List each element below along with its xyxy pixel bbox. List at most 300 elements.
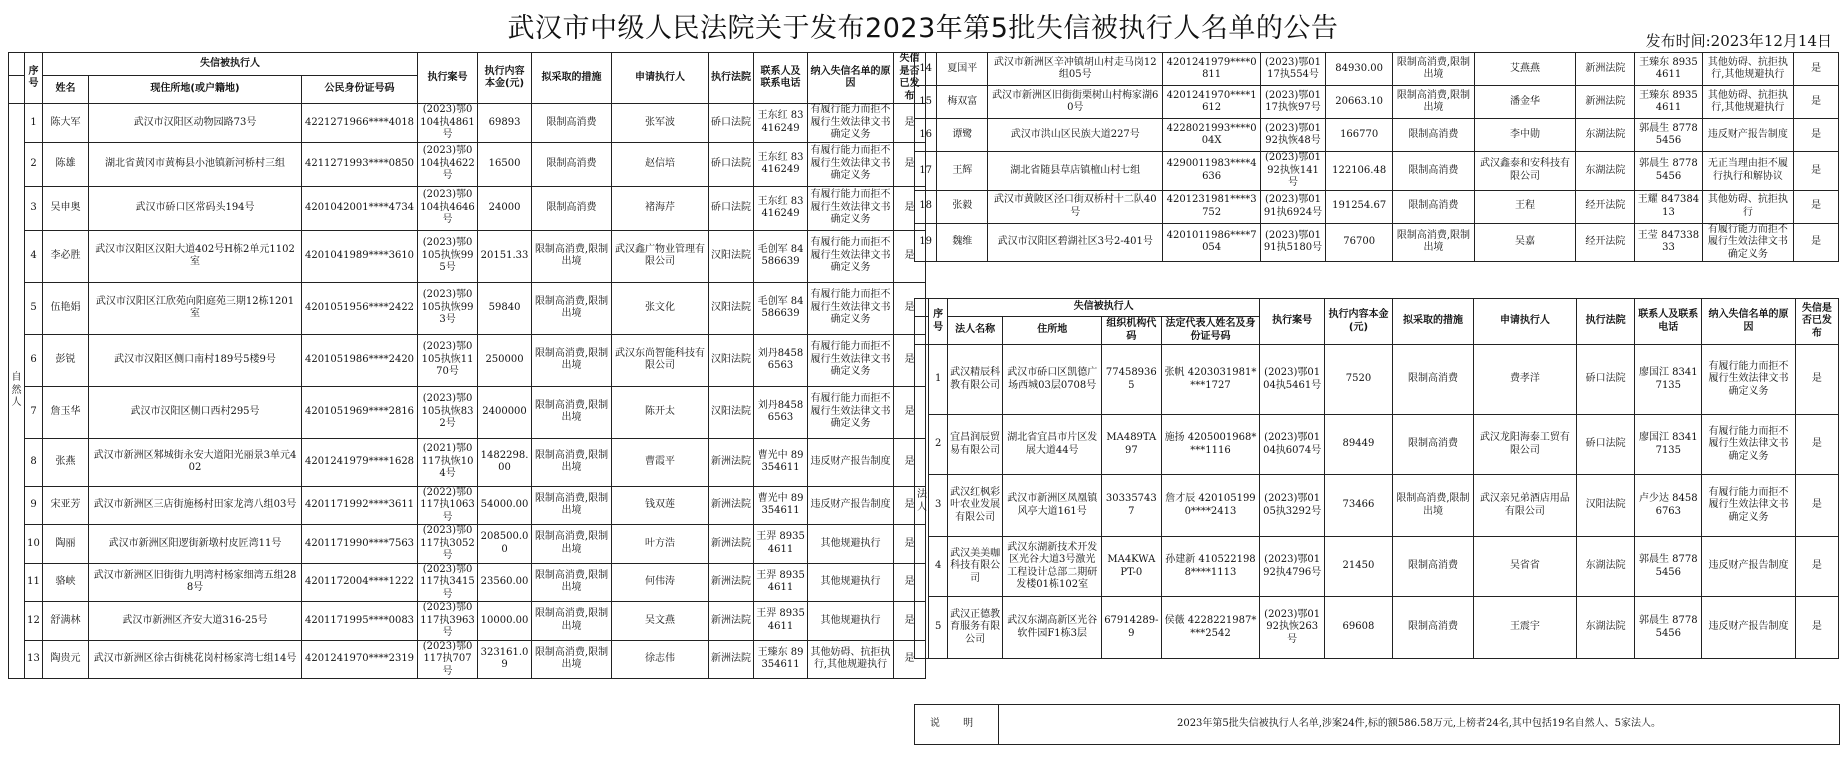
header-reason: 纳入失信名单的原因 (808, 53, 894, 104)
row-case-no: (2023)鄂0104执6074号 (1260, 415, 1325, 475)
row-address: 武汉市新洲区旧街街栗树山村梅家湖60号 (988, 86, 1163, 119)
row-published: 是 (1794, 152, 1839, 191)
table-row (915, 415, 1839, 475)
header-id: 公民身份证号码 (302, 76, 418, 104)
category-header-blank-2 (9, 76, 25, 104)
row-representative: 侯薇 4228221987****2542 (1161, 597, 1260, 659)
row-id: 4201241979****0811 (1163, 53, 1261, 86)
row-name: 李必胜 (43, 230, 89, 282)
row-applicant: 吴省省 (1474, 537, 1577, 597)
row-reason: 其他规避执行 (808, 602, 894, 641)
row-id: 4201051986****2420 (302, 334, 418, 386)
row-contact: 王臻东 89354611 (1635, 86, 1702, 119)
row-address: 武汉东湖新技术开发区光谷大道3号激光工程设计总部二期研发楼01栋102室 (1003, 537, 1102, 597)
row-seq: 5 (25, 282, 43, 334)
row-published: 是 (894, 334, 926, 386)
row-representative: 施扬 4205001968****1116 (1161, 415, 1260, 475)
row-amount: 166770 (1326, 119, 1393, 152)
row-published: 是 (1795, 475, 1838, 537)
row-court: 新洲法院 (709, 563, 754, 602)
row-address: 武汉市汉阳区汉阳大道402号H栋2单元1102室 (89, 230, 302, 282)
row-seq: 15 (915, 86, 937, 119)
row-amount: 2400000 (478, 386, 532, 438)
row-published: 是 (1794, 190, 1839, 223)
table-row (915, 152, 1839, 191)
row-amount: 20663.10 (1326, 86, 1393, 119)
table-row (915, 190, 1839, 223)
row-reason: 有履行能力而拒不履行生效法律文书确定义务 (808, 186, 894, 230)
row-applicant: 费孝洋 (1474, 345, 1577, 415)
row-name: 陈大军 (43, 104, 89, 143)
row-published: 是 (894, 282, 926, 334)
row-representative: 詹才辰 4201051990****2413 (1161, 475, 1260, 537)
row-published: 是 (894, 438, 926, 486)
row-id: 4201231981****3752 (1163, 190, 1261, 223)
row-seq: 1 (929, 345, 948, 415)
row-measures: 限制高消费,限制出境 (532, 282, 612, 334)
header-seq: 序号 (25, 53, 43, 104)
row-court: 新洲法院 (709, 438, 754, 486)
row-seq: 4 (25, 230, 43, 282)
row-amount: 54000.00 (478, 486, 532, 525)
category-header-blank (9, 53, 25, 76)
page-title: 武汉市中级人民法院关于发布2023年第5批失信被执行人名单的公告 (507, 13, 1339, 44)
row-seq: 16 (915, 119, 937, 152)
row-court: 新洲法院 (1576, 53, 1635, 86)
row-id: 4201241979****1628 (302, 438, 418, 486)
row-seq: 3 (929, 475, 948, 537)
row-address: 武汉东湖高新区光谷软件园F1栋3层 (1003, 597, 1102, 659)
row-reason: 有履行能力而拒不履行生效法律文书确定义务 (808, 230, 894, 282)
publish-date: 发布时间:2023年12月14日 (1645, 32, 1832, 50)
row-reason: 违反财产报告制度 (808, 438, 894, 486)
row-contact: 王东红 83416249 (754, 104, 808, 143)
row-reason: 有履行能力而拒不履行生效法律文书确定义务 (808, 142, 894, 186)
row-applicant: 叶方浩 (612, 525, 709, 564)
header-applicant: 申请执行人 (1474, 299, 1577, 345)
header-representative: 法定代表人姓名及身份证号码 (1161, 317, 1260, 345)
header-org-code: 组织机构代码 (1102, 317, 1162, 345)
row-applicant: 吴文燕 (612, 602, 709, 641)
row-measures: 限制高消费,限制出境 (532, 334, 612, 386)
row-legal-name: 武汉正德教育服务有限公司 (947, 597, 1003, 659)
row-applicant: 陈开太 (612, 386, 709, 438)
row-name: 宋亚芳 (43, 486, 89, 525)
row-org-code: 67914289-9 (1102, 597, 1162, 659)
row-reason: 有履行能力而拒不履行生效法律文书确定义务 (808, 386, 894, 438)
row-name: 王辉 (937, 152, 988, 191)
note-label: 说 明 (915, 705, 999, 745)
row-measures: 限制高消费,限制出境 (532, 525, 612, 564)
row-measures: 限制高消费 (1392, 597, 1473, 659)
row-case-no: (2023)鄂0192执恢48号 (1260, 119, 1325, 152)
row-measures: 限制高消费,限制出境 (532, 563, 612, 602)
header-applicant: 申请执行人 (612, 53, 709, 104)
header-address: 现住所地(或户籍地) (89, 76, 302, 104)
row-org-code: 774589365 (1102, 345, 1162, 415)
row-contact: 王臻东 89354611 (754, 640, 808, 679)
row-reason: 其他妨碍、抗拒执行 (1702, 190, 1794, 223)
row-measures: 限制高消费 (1393, 119, 1474, 152)
row-court: 东湖法院 (1576, 537, 1635, 597)
row-applicant: 武汉鑫广物业管理有限公司 (612, 230, 709, 282)
row-id: 4201042001****4734 (302, 186, 418, 230)
row-name: 吴申奥 (43, 186, 89, 230)
row-applicant: 李中勋 (1474, 119, 1576, 152)
row-reason: 有履行能力而拒不履行生效法律文书确定义务 (808, 104, 894, 143)
row-name: 陶丽 (43, 525, 89, 564)
row-amount: 250000 (478, 334, 532, 386)
row-court: 经开法院 (1576, 190, 1635, 223)
row-case-no: (2023)鄂0117执707号 (418, 640, 478, 679)
note-text: 2023年第5批失信被执行人名单,涉案24件,标的额586.58万元,上榜者24名,其中包括19名自然人、5家法人。 (999, 705, 1840, 745)
header-court: 执行法院 (709, 53, 754, 104)
header-group: 失信被执行人 (947, 299, 1259, 317)
row-published: 是 (1795, 415, 1838, 475)
row-published: 是 (894, 602, 926, 641)
header-case-no: 执行案号 (418, 53, 478, 104)
row-address: 武汉市硚口区常码头194号 (89, 186, 302, 230)
row-published: 是 (894, 186, 926, 230)
row-contact: 曹光中 89354611 (754, 438, 808, 486)
table-row (915, 86, 1839, 119)
row-court: 东湖法院 (1576, 597, 1635, 659)
row-seq: 13 (25, 640, 43, 679)
row-seq: 1 (25, 104, 43, 143)
header-legal-name: 法人名称 (947, 317, 1003, 345)
row-case-no: (2023)鄂0105执恢995号 (418, 230, 478, 282)
table-row (9, 230, 926, 282)
header-group: 失信被执行人 (43, 53, 418, 76)
header-published: 失信是否已发布 (894, 53, 926, 104)
row-amount: 122106.48 (1326, 152, 1393, 191)
row-address: 武汉市新洲区旧街街九明湾村杨家细湾五组288号 (89, 563, 302, 602)
row-name: 舒满林 (43, 602, 89, 641)
row-case-no: (2023)鄂0105执恢832号 (418, 386, 478, 438)
row-amount: 76700 (1326, 223, 1393, 262)
row-legal-name: 武汉红枫彩叶农业发展有限公司 (947, 475, 1003, 537)
row-court: 硚口法院 (1576, 345, 1635, 415)
row-seq: 4 (929, 537, 948, 597)
table-row (9, 282, 926, 334)
row-legal-name: 武汉精辰科教有限公司 (947, 345, 1003, 415)
row-court: 硚口法院 (709, 186, 754, 230)
row-address: 武汉市新洲区三店街施杨村田家龙湾八组03号 (89, 486, 302, 525)
row-name: 陶贵元 (43, 640, 89, 679)
row-court: 汉阳法院 (709, 282, 754, 334)
row-measures: 限制高消费,限制出境 (1393, 53, 1474, 86)
row-applicant: 武汉鑫泰和安科技有限公司 (1474, 152, 1576, 191)
row-amount: 59840 (478, 282, 532, 334)
row-contact: 刘丹84586563 (754, 334, 808, 386)
row-contact: 廖国江 83417135 (1635, 415, 1702, 475)
row-court: 汉阳法院 (709, 386, 754, 438)
row-published: 是 (894, 386, 926, 438)
row-contact: 王东红 83416249 (754, 142, 808, 186)
row-reason: 有履行能力而拒不履行生效法律文书确定义务 (808, 282, 894, 334)
row-contact: 郭晨生 87785456 (1635, 597, 1702, 659)
row-reason: 有履行能力而拒不履行生效法律文书确定义务 (1702, 345, 1796, 415)
row-seq: 8 (25, 438, 43, 486)
row-address: 武汉市汉阳区动物园路73号 (89, 104, 302, 143)
row-published: 是 (1794, 86, 1839, 119)
row-amount: 323161.09 (478, 640, 532, 679)
row-reason: 违反财产报告制度 (808, 486, 894, 525)
row-court: 新洲法院 (1576, 86, 1635, 119)
row-published: 是 (894, 640, 926, 679)
row-contact: 廖国江 83417135 (1635, 345, 1702, 415)
row-applicant: 曹霞平 (612, 438, 709, 486)
row-case-no: (2023)鄂0117执3963号 (418, 602, 478, 641)
row-seq: 3 (25, 186, 43, 230)
row-address: 武汉市黄陂区泾口街双桥村十二队40号 (988, 190, 1163, 223)
row-seq: 12 (25, 602, 43, 641)
table-row (9, 142, 926, 186)
row-court: 汉阳法院 (709, 230, 754, 282)
row-contact: 王羿 89354611 (754, 525, 808, 564)
row-published: 是 (894, 486, 926, 525)
row-contact: 郭晨生 87785456 (1635, 152, 1702, 191)
row-id: 4201051969****2816 (302, 386, 418, 438)
row-measures: 限制高消费,限制出境 (532, 640, 612, 679)
row-measures: 限制高消费,限制出境 (532, 602, 612, 641)
table-row (9, 186, 926, 230)
row-published: 是 (1794, 223, 1839, 262)
row-court: 新洲法院 (709, 486, 754, 525)
row-address: 武汉市汉阳区碧湖社区3号2-401号 (988, 223, 1163, 262)
row-amount: 89449 (1325, 415, 1393, 475)
row-amount: 10000.00 (478, 602, 532, 641)
row-case-no: (2023)鄂0105执恢993号 (418, 282, 478, 334)
row-published: 是 (894, 142, 926, 186)
row-measures: 限制高消费,限制出境 (1393, 223, 1474, 262)
row-reason: 违反财产报告制度 (1702, 119, 1794, 152)
row-published: 是 (894, 525, 926, 564)
row-address: 武汉市汉阳区侧口西村295号 (89, 386, 302, 438)
header-legal-address: 住所地 (1003, 317, 1102, 345)
row-published: 是 (1795, 345, 1838, 415)
row-id: 4290011983****4636 (1163, 152, 1261, 191)
row-name: 魏维 (937, 223, 988, 262)
row-published: 是 (894, 563, 926, 602)
row-org-code: MA4KWAPT-0 (1102, 537, 1162, 597)
row-applicant: 武汉东尚智能科技有限公司 (612, 334, 709, 386)
row-reason: 其他妨碍、抗拒执行,其他规避执行 (808, 640, 894, 679)
row-id: 4211271993****0850 (302, 142, 418, 186)
row-case-no: (2023)鄂0104执5461号 (1260, 345, 1325, 415)
row-amount: 69893 (478, 104, 532, 143)
row-measures: 限制高消费,限制出境 (532, 438, 612, 486)
table-row (9, 640, 926, 679)
row-address: 武汉市新洲区凤凰镇风亭大道161号 (1003, 475, 1102, 537)
row-org-code: MA489TA97 (1102, 415, 1162, 475)
row-name: 骆峡 (43, 563, 89, 602)
row-measures: 限制高消费 (1392, 345, 1473, 415)
row-contact: 毛创军 84586639 (754, 230, 808, 282)
row-representative: 张帆 4203031981****1727 (1161, 345, 1260, 415)
row-court: 经开法院 (1576, 223, 1635, 262)
row-applicant: 赵信培 (612, 142, 709, 186)
row-name: 谭鹭 (937, 119, 988, 152)
header-measures: 拟采取的措施 (1392, 299, 1473, 345)
row-measures: 限制高消费 (1392, 537, 1473, 597)
row-measures: 限制高消费,限制出境 (532, 230, 612, 282)
header-seq: 序号 (929, 299, 948, 345)
row-applicant: 何伟涛 (612, 563, 709, 602)
row-name: 伍艳娟 (43, 282, 89, 334)
row-contact: 毛创军 84586639 (754, 282, 808, 334)
row-legal-name: 武汉美美咖科技有限公司 (947, 537, 1003, 597)
header-amount: 执行内容本金(元) (1325, 299, 1393, 345)
row-case-no: (2023)鄂0117执554号 (1260, 53, 1325, 86)
row-org-code: 303357437 (1102, 475, 1162, 537)
row-amount: 21450 (1325, 537, 1393, 597)
row-contact: 刘丹84586563 (754, 386, 808, 438)
row-amount: 69608 (1325, 597, 1393, 659)
category-natural-person: 自然人 (9, 104, 25, 679)
row-address: 武汉市汉阳区侧口南村189号5楼9号 (89, 334, 302, 386)
header-contact: 联系人及联系电话 (1635, 299, 1702, 345)
category-legal-person: 法人 (915, 345, 929, 659)
row-seq: 19 (915, 223, 937, 262)
row-seq: 5 (929, 597, 948, 659)
row-case-no: (2023)鄂0104执4861号 (418, 104, 478, 143)
row-name: 夏国平 (937, 53, 988, 86)
row-measures: 限制高消费 (532, 186, 612, 230)
row-case-no: (2023)鄂0117执3415号 (418, 563, 478, 602)
row-applicant: 褚海芹 (612, 186, 709, 230)
row-reason: 有履行能力而拒不履行生效法律文书确定义务 (1702, 223, 1794, 262)
row-case-no: (2023)鄂0105执3292号 (1260, 475, 1325, 537)
row-published: 是 (1795, 537, 1838, 597)
row-id: 4201241970****2319 (302, 640, 418, 679)
row-name: 张燕 (43, 438, 89, 486)
row-reason: 违反财产报告制度 (1702, 537, 1796, 597)
row-address: 湖北省宜昌市片区发展大道44号 (1003, 415, 1102, 475)
row-seq: 14 (915, 53, 937, 86)
row-measures: 限制高消费 (532, 142, 612, 186)
header-case-no: 执行案号 (1260, 299, 1325, 345)
row-seq: 6 (25, 334, 43, 386)
row-id: 4201171995****0083 (302, 602, 418, 641)
row-id: 4201051956****2422 (302, 282, 418, 334)
row-court: 硚口法院 (709, 104, 754, 143)
row-applicant: 王程 (1474, 190, 1576, 223)
row-name: 梅双富 (937, 86, 988, 119)
row-amount: 1482298.00 (478, 438, 532, 486)
row-amount: 7520 (1325, 345, 1393, 415)
table-row (9, 386, 926, 438)
row-address: 武汉市汉阳区江欣苑向阳庭苑三期12栋1201室 (89, 282, 302, 334)
table-row (915, 53, 1839, 86)
row-case-no: (2023)鄂0192执恢141号 (1260, 152, 1325, 191)
row-published: 是 (894, 230, 926, 282)
table-row (9, 602, 926, 641)
row-seq: 7 (25, 386, 43, 438)
row-id: 4201041989****3610 (302, 230, 418, 282)
header-name: 姓名 (43, 76, 89, 104)
table-row (915, 475, 1839, 537)
table-row (9, 486, 926, 525)
row-seq: 11 (25, 563, 43, 602)
row-published: 是 (894, 104, 926, 143)
row-applicant: 张军波 (612, 104, 709, 143)
row-court: 东湖法院 (1576, 119, 1635, 152)
row-contact: 王耀 84738413 (1635, 190, 1702, 223)
row-case-no: (2023)鄂0104执4646号 (418, 186, 478, 230)
row-applicant: 潘金华 (1474, 86, 1576, 119)
table-row (9, 104, 926, 143)
table-row (9, 438, 926, 486)
row-address: 武汉市硚口区凯德广场西城03层0708号 (1003, 345, 1102, 415)
table-row (9, 334, 926, 386)
row-measures: 限制高消费,限制出境 (532, 386, 612, 438)
table-row (915, 597, 1839, 659)
row-seq: 17 (915, 152, 937, 191)
header-contact: 联系人及联系电话 (754, 53, 808, 104)
row-id: 4221271966****4018 (302, 104, 418, 143)
row-contact: 王臻东 89354611 (1635, 53, 1702, 86)
header-court: 执行法院 (1576, 299, 1635, 345)
row-published: 是 (1794, 119, 1839, 152)
header-reason: 纳入失信名单的原因 (1702, 299, 1796, 345)
row-applicant: 王震宇 (1474, 597, 1577, 659)
row-contact: 王莹 84733833 (1635, 223, 1702, 262)
row-case-no: (2023)鄂0191执5180号 (1260, 223, 1325, 262)
row-seq: 2 (929, 415, 948, 475)
row-address: 武汉市新洲区邾城街永安大道阳光丽景3单元402 (89, 438, 302, 486)
row-case-no: (2021)鄂0117执恢104号 (418, 438, 478, 486)
row-case-no: (2023)鄂0192执恢263号 (1260, 597, 1325, 659)
legal-person-table (914, 298, 1839, 659)
row-measures: 限制高消费,限制出境 (532, 486, 612, 525)
row-court: 硚口法院 (709, 142, 754, 186)
natural-person-table (8, 52, 926, 679)
row-applicant: 吴嘉 (1474, 223, 1576, 262)
row-id: 4201011986****7054 (1163, 223, 1261, 262)
row-amount: 16500 (478, 142, 532, 186)
row-id: 4201171990****7563 (302, 525, 418, 564)
row-measures: 限制高消费 (1393, 190, 1474, 223)
row-seq: 10 (25, 525, 43, 564)
row-contact: 王东红 83416249 (754, 186, 808, 230)
header-measures: 拟采取的措施 (532, 53, 612, 104)
row-address: 武汉市洪山区民族大道227号 (988, 119, 1163, 152)
row-reason: 无正当理由拒不履行执行和解协议 (1702, 152, 1794, 191)
table-row (915, 537, 1839, 597)
row-amount: 20151.33 (478, 230, 532, 282)
row-case-no: (2023)鄂0117执恢97号 (1260, 86, 1325, 119)
row-measures: 限制高消费,限制出境 (1393, 86, 1474, 119)
row-reason: 有履行能力而拒不履行生效法律文书确定义务 (808, 334, 894, 386)
table-row (915, 345, 1839, 415)
row-applicant: 钱双莲 (612, 486, 709, 525)
row-name: 张毅 (937, 190, 988, 223)
row-court: 汉阳法院 (1576, 475, 1635, 537)
table-row (9, 525, 926, 564)
row-contact: 曹光中 89354611 (754, 486, 808, 525)
row-applicant: 艾燕燕 (1474, 53, 1576, 86)
row-representative: 孙建新 4105221988****1113 (1161, 537, 1260, 597)
row-reason: 其他规避执行 (808, 563, 894, 602)
table-row (9, 563, 926, 602)
row-amount: 84930.00 (1326, 53, 1393, 86)
row-court: 汉阳法院 (709, 334, 754, 386)
row-applicant: 武汉亲兄弟酒店用品有限公司 (1474, 475, 1577, 537)
row-reason: 其他妨碍、抗拒执行,其他规避执行 (1702, 86, 1794, 119)
row-address: 武汉市新洲区齐安大道316-25号 (89, 602, 302, 641)
row-id: 4201171992****3611 (302, 486, 418, 525)
